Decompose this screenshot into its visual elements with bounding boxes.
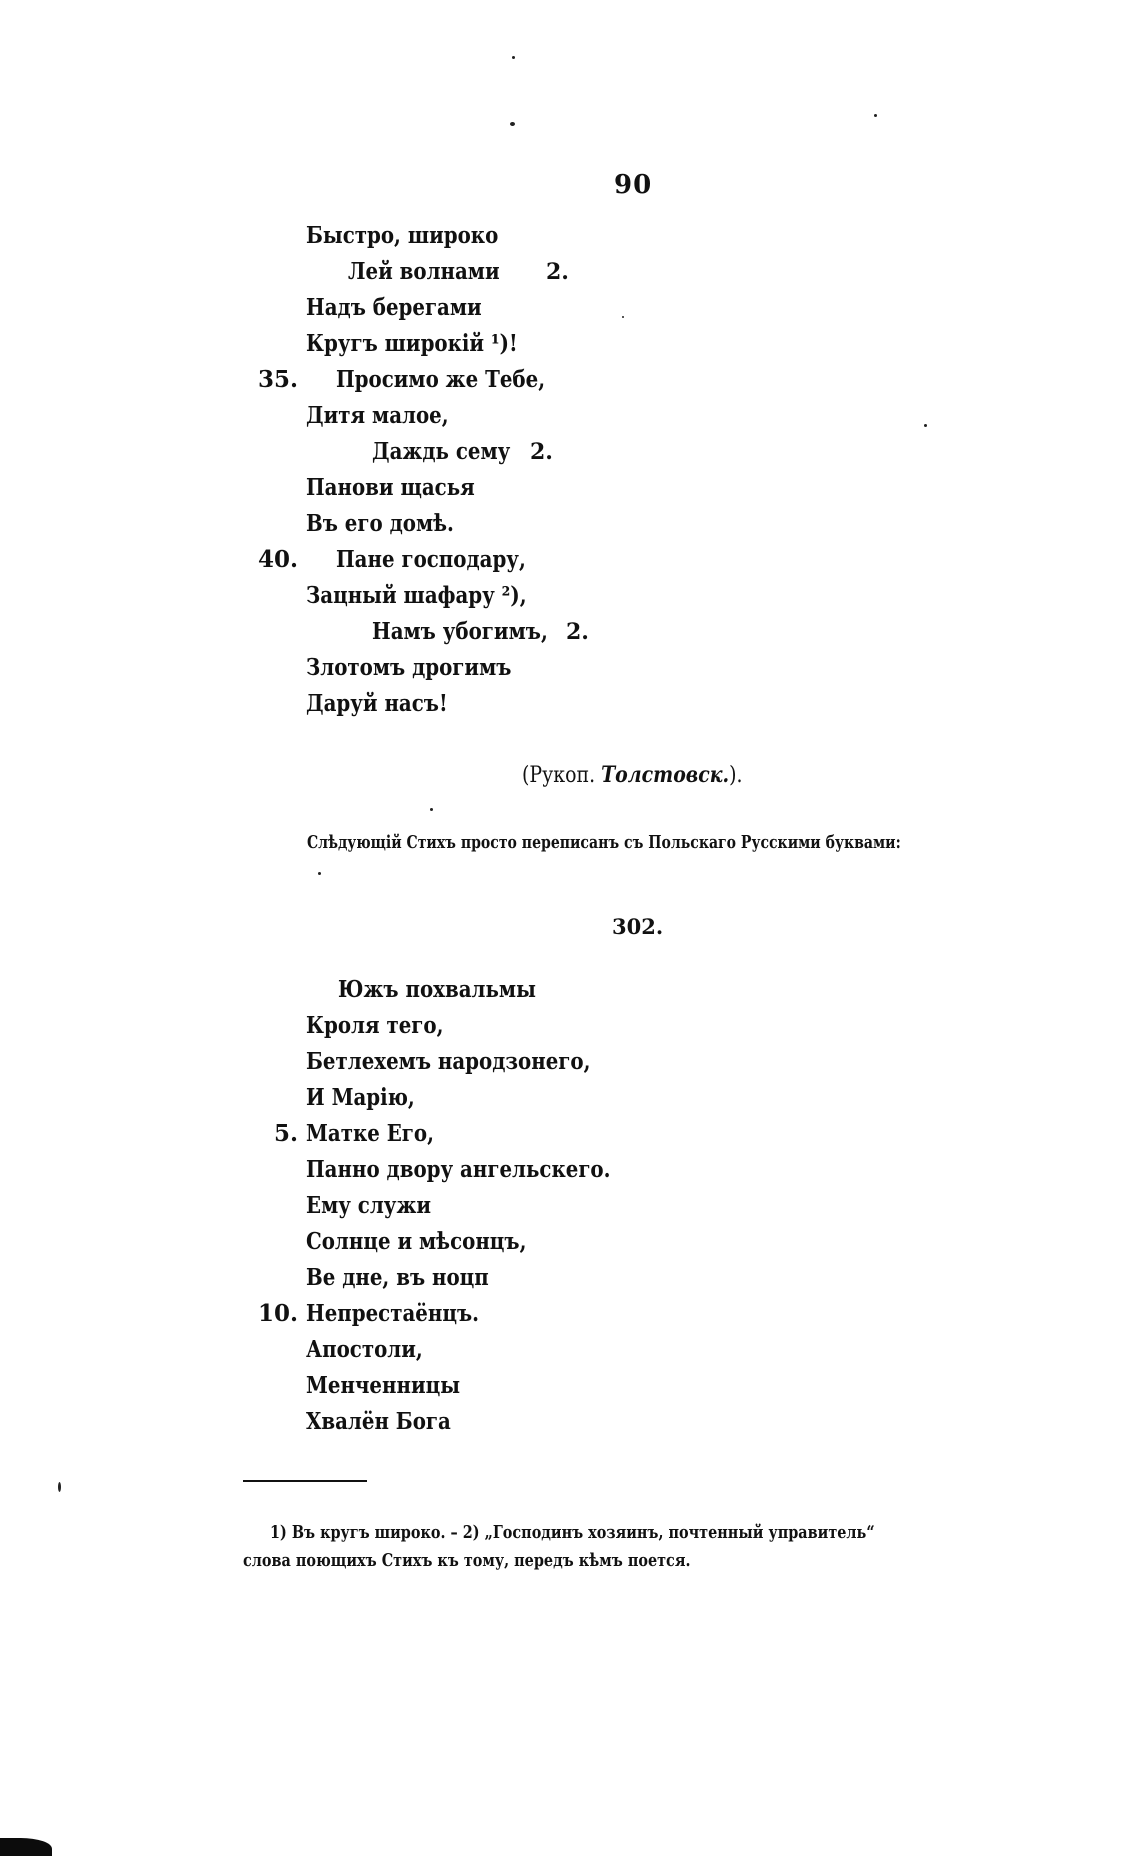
verse-line: Непрестаёнцъ. xyxy=(306,1300,480,1327)
line-number: 35. xyxy=(258,366,299,393)
verse-line: Дaждь сему xyxy=(372,438,511,465)
footnote-line: 1) Въ кругъ широко. – 2) „Господинъ хозяинъ, почтенный управитель“ xyxy=(270,1522,875,1543)
line-number: 10. xyxy=(258,1300,299,1327)
source-attribution xyxy=(522,762,743,788)
repeat-mark: 2. xyxy=(530,439,553,465)
footnote-line: слова поющихъ Стихъ къ тому, передъ кѣмъ поется. xyxy=(243,1550,691,1571)
line-number: 5. xyxy=(274,1120,299,1147)
scan-speck xyxy=(924,424,927,427)
verse-line: Бетлехемъ народзонего, xyxy=(306,1048,591,1075)
source-suffix: ). xyxy=(729,763,743,788)
verse-line: Хвалён Бога xyxy=(306,1408,451,1435)
scan-speck xyxy=(510,122,515,126)
verse-line: Надъ берегами xyxy=(306,294,482,321)
verse-line: Пане господару, xyxy=(336,546,526,573)
verse-line: Дитя малое, xyxy=(306,402,449,429)
scan-speck xyxy=(318,872,321,875)
footnote-divider xyxy=(243,1480,367,1482)
scan-speck xyxy=(430,808,433,811)
source-prefix: (Рукоп. xyxy=(522,763,596,788)
verse-line: И Марію, xyxy=(306,1084,415,1111)
verse-line: Кроля тего, xyxy=(306,1012,444,1039)
verse-line: Зацный шафару ²), xyxy=(306,582,527,609)
verse-line: Просимо же Тебе, xyxy=(336,366,546,393)
intro-sentence: Слѣдующій Стихъ просто переписанъ съ Польскаго Русскими буквами: xyxy=(307,832,901,853)
verse-line: Апостоли, xyxy=(306,1336,423,1363)
repeat-mark: 2. xyxy=(566,619,589,645)
verse-line: Солнце и мѣсонцъ, xyxy=(306,1228,527,1255)
source-name: Толстовск. xyxy=(601,762,730,788)
verse-line: Ве дне, въ ноцп xyxy=(306,1264,489,1291)
verse-line: Менченницы xyxy=(306,1372,461,1399)
verse-line: Злотомъ дрогимъ xyxy=(306,654,512,681)
verse-line: Панови щасья xyxy=(306,474,475,501)
line-number: 40. xyxy=(258,546,299,573)
verse-line: Въ его домѣ. xyxy=(306,510,454,537)
scan-speck xyxy=(622,316,624,318)
scan-speck xyxy=(58,1482,61,1492)
repeat-mark: 2. xyxy=(546,259,569,285)
verse-line: Ему служи xyxy=(306,1192,432,1219)
section-number: 302. xyxy=(612,914,664,939)
scan-speck xyxy=(874,114,877,117)
verse-line: Быстро, широко xyxy=(306,222,499,249)
verse-line: Намъ убогимъ, xyxy=(372,618,548,645)
verse-line: Лей волнами xyxy=(348,258,500,285)
verse-line: Даруй насъ! xyxy=(306,690,448,717)
verse-line: Панно двору ангельскего. xyxy=(306,1156,611,1183)
scan-speck xyxy=(512,56,515,59)
verse-line: Матке Его, xyxy=(306,1120,435,1147)
verse-line: Кругъ широкій ¹)! xyxy=(306,330,518,357)
page-number: 90 xyxy=(614,170,653,200)
verse-line: Южъ похвальмы xyxy=(338,976,536,1003)
scan-edge-mark xyxy=(0,1838,52,1856)
